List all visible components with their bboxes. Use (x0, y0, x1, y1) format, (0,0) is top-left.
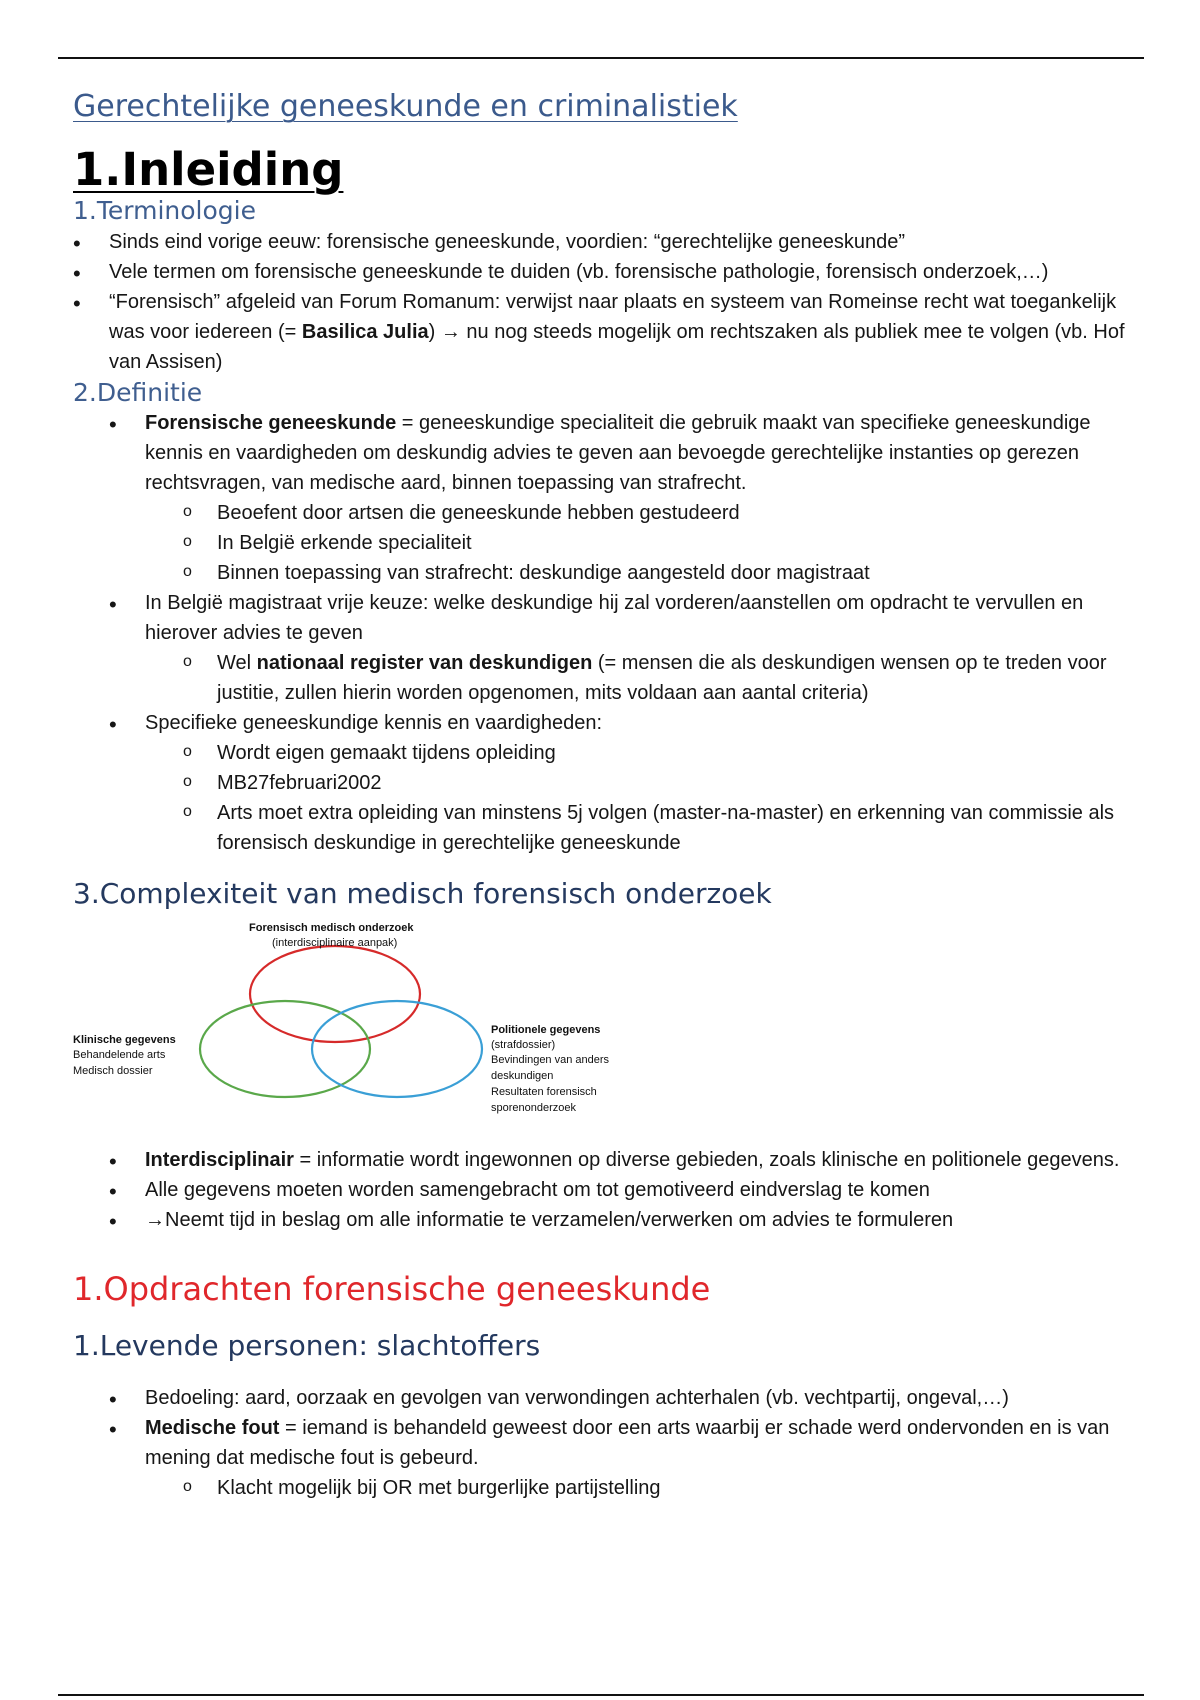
venn-circle-politioneel (312, 1001, 482, 1097)
bold-term: Interdisciplinair (145, 1148, 294, 1171)
definitie-list (73, 708, 1133, 738)
bold-term: Medische fout (145, 1417, 280, 1440)
sub-list-item: o Arts moet extra opleiding van minstens 5j volgen (master-na-master) en erkenning van commissie als forensisch deskundige in gerechtelijke geneeskunde (73, 798, 1133, 858)
sub-list-item (73, 648, 1133, 708)
text-run: (= mensen die als deskundigen wensen op te treden voor justitie, zullen hierin worden opgenomen, mits voldaan aan aantal criteria) (217, 651, 1107, 704)
sub-list-item: o MB27februari2002 (73, 768, 1133, 798)
top-rule (58, 57, 1144, 59)
sub-list-item: o Beoefent door artsen die geneeskunde hebben gestudeerd (73, 498, 1133, 528)
definitie-list (73, 408, 1133, 498)
venn-right-item: Resultaten forensisch sporenonderzoek (491, 1085, 597, 1114)
list-item (73, 287, 1133, 377)
list-item (73, 1413, 1133, 1473)
list-item: • Sinds eind vorige eeuw: forensische geneeskunde, voordien: “gerechtelijke geneeskunde” (73, 227, 1133, 257)
document-title: Gerechtelijke geneeskunde en criminalistiek (73, 89, 738, 124)
list-item (73, 408, 1133, 498)
definitie-list (73, 588, 1133, 648)
list-item: • Bedoeling: aard, oorzaak en gevolgen van verwondingen achterhalen (vb. vechtpartij, ongeval,…) (73, 1383, 1133, 1413)
text-run: = geneeskundige specialiteit die gebruik maakt van specifieke geneeskundige kennis en vaardigheden om deskundig advies te geven aan bevoegde gerechtelijke instanties op gerezen rechtsvragen, van medische aard, binnen toepassing van strafrecht. (145, 411, 1091, 494)
venn-circle-forensisch (250, 946, 420, 1042)
terminologie-list (73, 227, 1133, 377)
definitie-sublist (73, 738, 1133, 858)
section-heading-complexiteit: 3.Complexiteit van medisch forensisch onderzoek (73, 876, 772, 910)
bottom-rule (58, 1694, 1144, 1696)
text-run: ) → nu nog steeds mogelijk om rechtszaken als publiek mee te volgen (vb. Hof van Assisen) (109, 320, 1125, 373)
venn-left-item: Behandelende arts (73, 1048, 166, 1061)
levende-personen-list (73, 1383, 1133, 1473)
definitie-sublist (73, 498, 1133, 588)
venn-top-title: Forensisch medisch onderzoek (249, 921, 414, 934)
definitie-sublist (73, 648, 1133, 708)
venn-circles (73, 915, 773, 1135)
text-run: = iemand is behandeld geweest door een arts waarbij er schade werd ondervonden en is van mening dat medische fout is gebeurd. (145, 1417, 1110, 1470)
venn-top-subtitle: (interdisciplinaire aanpak) (272, 936, 398, 949)
sub-list-item: o Binnen toepassing van strafrecht: deskundige aangesteld door magistraat (73, 558, 1133, 588)
text-run: Wel (217, 651, 257, 674)
list-item (73, 1145, 1133, 1175)
list-item: • Alle gegevens moeten worden samengebracht om tot gemotiveerd eindverslag te komen (73, 1175, 1133, 1205)
section-heading-levende-personen: 1.Levende personen: slachtoffers (73, 1329, 541, 1363)
section-heading-terminologie: 1.Terminologie (73, 196, 256, 226)
venn-diagram (73, 915, 773, 1135)
venn-right-list (491, 1053, 661, 1117)
complexiteit-list (73, 1145, 1133, 1235)
venn-left-title: Klinische gegevens (73, 1033, 176, 1046)
document-page (73, 88, 1133, 1503)
sub-list-item: o Klacht mogelijk bij OR met burgerlijke partijstelling (73, 1473, 1133, 1503)
list-item: • In België magistraat vrije keuze: welke deskundige hij zal vorderen/aanstellen om opdracht te vervullen en hierover advies te geven (73, 588, 1133, 648)
text-run: = informatie wordt ingewonnen op diverse gebieden, zoals klinische en politionele gegevens. (293, 1148, 1120, 1171)
levende-personen-sublist (73, 1473, 1133, 1503)
text-run: “Forensisch” afgeleid van Forum Romanum: verwijst naar plaats en systeem van Romeinse recht wat toegankelijk was voor iedereen (= (109, 290, 1117, 343)
bold-term: Forensische geneeskunde (145, 411, 397, 434)
venn-right-title: Politionele gegevens (491, 1023, 601, 1036)
list-item: • →Neemt tijd in beslag om alle informatie te verzamelen/verwerken om advies te formuleren (73, 1205, 1133, 1235)
sub-list-item: o In België erkende specialiteit (73, 528, 1133, 558)
list-item: • Specifieke geneeskundige kennis en vaardigheden: (73, 708, 1133, 738)
list-item: • Vele termen om forensische geneeskunde te duiden (vb. forensische pathologie, forensisch onderzoek,…) (73, 257, 1133, 287)
venn-left-item: Medisch dossier (73, 1064, 153, 1077)
venn-left-list (73, 1048, 165, 1080)
venn-right-item: Bevindingen van anders deskundigen (491, 1053, 610, 1082)
venn-circle-klinisch (200, 1001, 370, 1097)
sub-list-item: o Wordt eigen gemaakt tijdens opleiding (73, 738, 1133, 768)
bold-term: nationaal register van deskundigen (256, 651, 593, 674)
bold-term: Basilica Julia (301, 320, 429, 343)
venn-right-subtitle: (strafdossier) (491, 1038, 556, 1051)
section-heading-definitie: 2.Definitie (73, 377, 203, 407)
chapter-heading-inleiding: 1.Inleiding (73, 142, 344, 196)
chapter-heading-opdrachten: 1.Opdrachten forensische geneeskunde (73, 1269, 711, 1308)
